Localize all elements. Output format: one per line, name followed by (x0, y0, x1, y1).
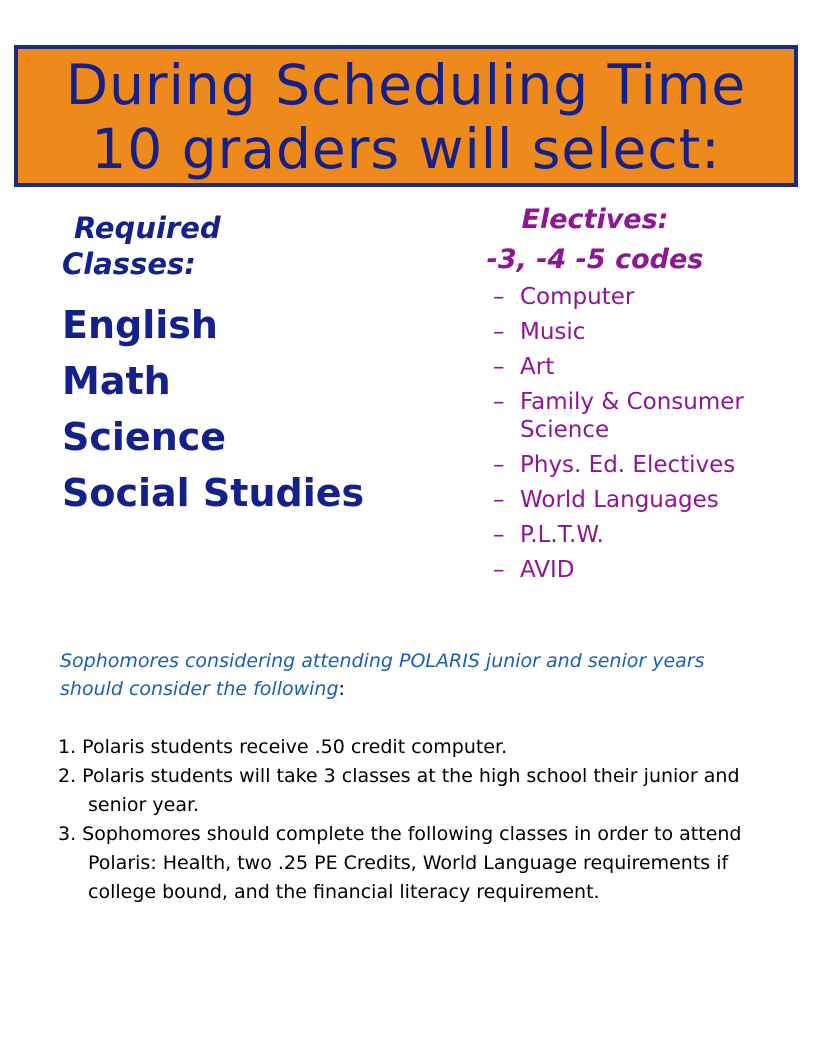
required-classes-list (62, 297, 364, 521)
dash-bullet: – (493, 452, 505, 478)
elective-item (493, 283, 803, 311)
polaris-note-2: 2. Polaris students will take 3 classes at the high school their junior and senior year. (58, 765, 740, 816)
title-line-2: 10 graders will select: (91, 117, 721, 181)
required-class-social-studies: Social Studies (62, 471, 365, 515)
elective-label: Phys. Ed. Electives (520, 452, 736, 478)
dash-bullet: – (493, 389, 505, 415)
required-heading-line-2: Classes: (62, 247, 196, 281)
elective-label: Art (520, 354, 555, 380)
required-class-science: Science (62, 415, 227, 459)
dash-bullet: – (493, 284, 505, 310)
dash-bullet: – (493, 522, 505, 548)
polaris-note-3: 3. Sophomores should complete the following classes in order to attend Polaris: Health, two .25 PE Credits, World Language requirements if college bound, and the financial literacy requirement. (58, 823, 742, 903)
polaris-note-intro-text: Sophomores considering attending POLARIS junior and senior years should consider the following (60, 650, 705, 700)
title-banner (14, 45, 798, 187)
required-classes-heading (62, 210, 221, 282)
elective-item (493, 451, 803, 479)
elective-label: P.L.T.W. (520, 522, 604, 548)
elective-item (493, 353, 803, 381)
elective-item (493, 556, 803, 584)
elective-label: Computer (520, 284, 635, 310)
dash-bullet: – (493, 354, 505, 380)
polaris-notes-list (58, 733, 778, 907)
dash-bullet: – (493, 319, 505, 345)
polaris-note-intro-colon: : (338, 678, 345, 700)
electives-list (493, 283, 803, 591)
elective-item (493, 318, 803, 346)
required-class-english: English (62, 303, 218, 347)
polaris-note-intro (60, 647, 760, 703)
electives-codes: -3, -4 -5 codes (486, 244, 704, 275)
elective-item (493, 388, 803, 444)
elective-label: World Languages (520, 487, 719, 513)
elective-item (493, 486, 803, 514)
elective-label: Family & Consumer Science (520, 389, 744, 443)
elective-item (493, 521, 803, 549)
dash-bullet: – (493, 557, 505, 583)
dash-bullet: – (493, 487, 505, 513)
electives-heading (440, 200, 750, 280)
required-class-math: Math (62, 359, 171, 403)
electives-title: Electives: (521, 204, 669, 235)
elective-label: AVID (520, 557, 575, 583)
title-line-1: During Scheduling Time (65, 53, 747, 117)
polaris-note-1: 1. Polaris students receive .50 credit computer. (58, 736, 508, 758)
elective-label: Music (520, 319, 586, 345)
required-heading-line-1: Required (74, 211, 221, 245)
